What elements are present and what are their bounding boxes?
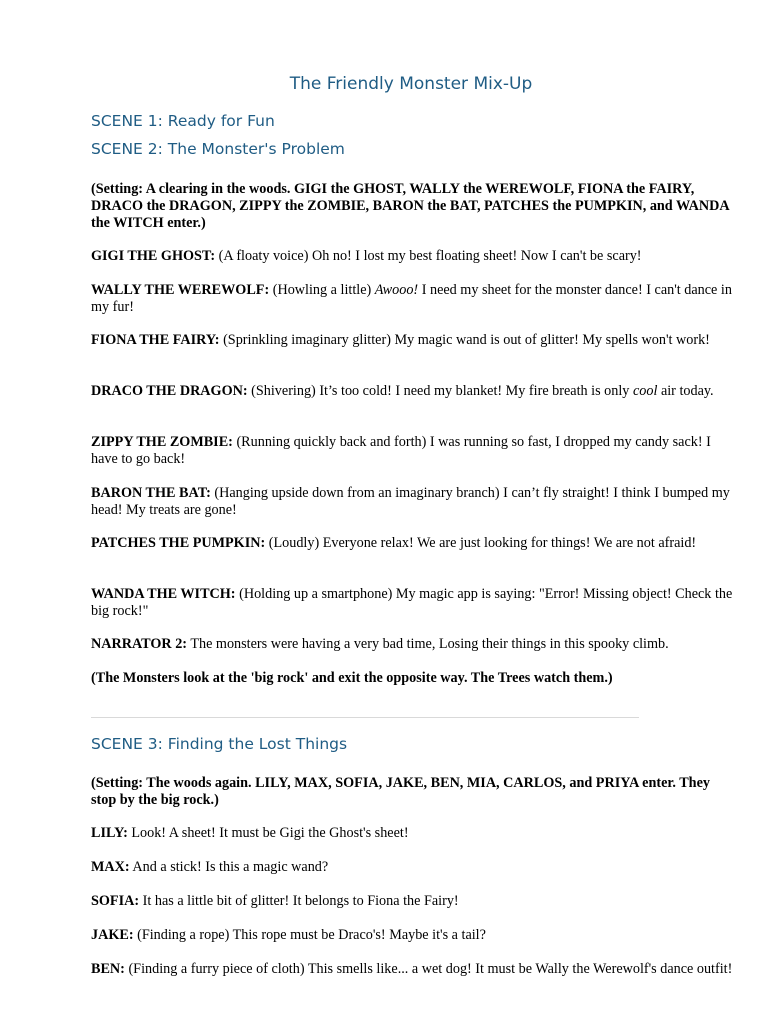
line-text: air today. — [660, 383, 714, 399]
line-text: I need my sheet for the monster dance! I can't dance in my fur! — [91, 282, 732, 315]
speaker-name: ZIPPY THE ZOMBIE: — [91, 434, 233, 450]
dialogue-line — [91, 636, 733, 653]
line-text: And a stick! Is this a magic wand? — [132, 859, 329, 875]
line-text: (A floaty voice) Oh no! I lost my best floating sheet! Now I can't be scary! — [218, 248, 642, 264]
scene-1-heading: SCENE 1: Ready for Fun — [91, 112, 275, 130]
dialogue-line — [91, 282, 733, 316]
speaker-name: DRACO THE DRAGON: — [91, 383, 248, 399]
speaker-name: WALLY THE WEREWOLF: — [91, 282, 270, 298]
dialogue-line — [91, 825, 733, 842]
speaker-name: PATCHES THE PUMPKIN: — [91, 535, 266, 551]
document-title: The Friendly Monster Mix-Up — [289, 74, 533, 94]
speaker-name: BEN: — [91, 961, 125, 977]
line-text: (Running quickly back and forth) I was running so fast, I dropped my candy sack! I have to go back! — [91, 434, 711, 467]
scene-3-setting: (Setting: The woods again. LILY, MAX, SOFIA, JAKE, BEN, MIA, CARLOS, and PRIYA enter. They stop by the big rock.) — [91, 775, 710, 808]
dialogue-line — [91, 586, 733, 620]
dialogue-line — [91, 383, 733, 400]
scene-3-heading: SCENE 3: Finding the Lost Things — [91, 735, 348, 753]
line-text: (Hanging upside down from an imaginary branch) I can’t fly straight! I think I bumped my head! My treats are gone! — [91, 485, 730, 518]
dialogue-line — [91, 927, 733, 944]
line-emphasis: Awooo! — [374, 282, 419, 298]
line-text: (Holding up a smartphone) My magic app is saying: "Error! Missing object! Check the big rock!" — [91, 586, 733, 619]
line-text: The monsters were having a very bad time, Losing their things in this spooky climb. — [190, 636, 669, 652]
dialogue-line — [91, 961, 733, 978]
dialogue-line — [91, 434, 733, 468]
speaker-name: JAKE: — [91, 927, 134, 943]
dialogue-line — [91, 859, 733, 876]
line-text: Look! A sheet! It must be Gigi the Ghost's sheet! — [131, 825, 409, 841]
speaker-name: BARON THE BAT: — [91, 485, 211, 501]
stage-direction: (The Monsters look at the 'big rock' and exit the opposite way. The Trees watch them.) — [91, 670, 613, 686]
section-divider — [91, 717, 639, 718]
scene-2-heading: SCENE 2: The Monster's Problem — [91, 140, 345, 158]
speaker-name: SOFIA: — [91, 893, 140, 909]
line-text: (Loudly) Everyone relax! We are just looking for things! We are not afraid! — [268, 535, 697, 551]
dialogue-line — [91, 485, 733, 519]
speaker-name: NARRATOR 2: — [91, 636, 188, 652]
dialogue-line — [91, 332, 733, 349]
dialogue-line — [91, 535, 733, 552]
dialogue-line — [91, 893, 733, 910]
speaker-name: LILY: — [91, 825, 128, 841]
speaker-name: WANDA THE WITCH: — [91, 586, 236, 602]
speaker-name: MAX: — [91, 859, 130, 875]
speaker-name: FIONA THE FAIRY: — [91, 332, 220, 348]
line-text: (Sprinkling imaginary glitter) My magic wand is out of glitter! My spells won't work! — [223, 332, 710, 348]
line-emphasis: cool — [632, 383, 658, 399]
line-text: (Finding a furry piece of cloth) This smells like... a wet dog! It must be Wally the Werewolf's dance outfit! — [128, 961, 733, 977]
scene-2-setting: (Setting: A clearing in the woods. GIGI the GHOST, WALLY the WEREWOLF, FIONA the FAIRY, DRACO the DRAGON, ZIPPY the ZOMBIE, BARON the BAT, PATCHES the PUMPKIN, and WANDA the WITCH enter.) — [91, 181, 729, 231]
speaker-name: GIGI THE GHOST: — [91, 248, 216, 264]
dialogue-line — [91, 248, 733, 265]
line-text: (Howling a little) — [272, 282, 372, 298]
line-text: (Finding a rope) This rope must be Draco's! Maybe it's a tail? — [137, 927, 486, 943]
line-text: It has a little bit of glitter! It belongs to Fiona the Fairy! — [142, 893, 459, 909]
line-text: (Shivering) It’s too cold! I need my blanket! My fire breath is only — [251, 383, 630, 399]
